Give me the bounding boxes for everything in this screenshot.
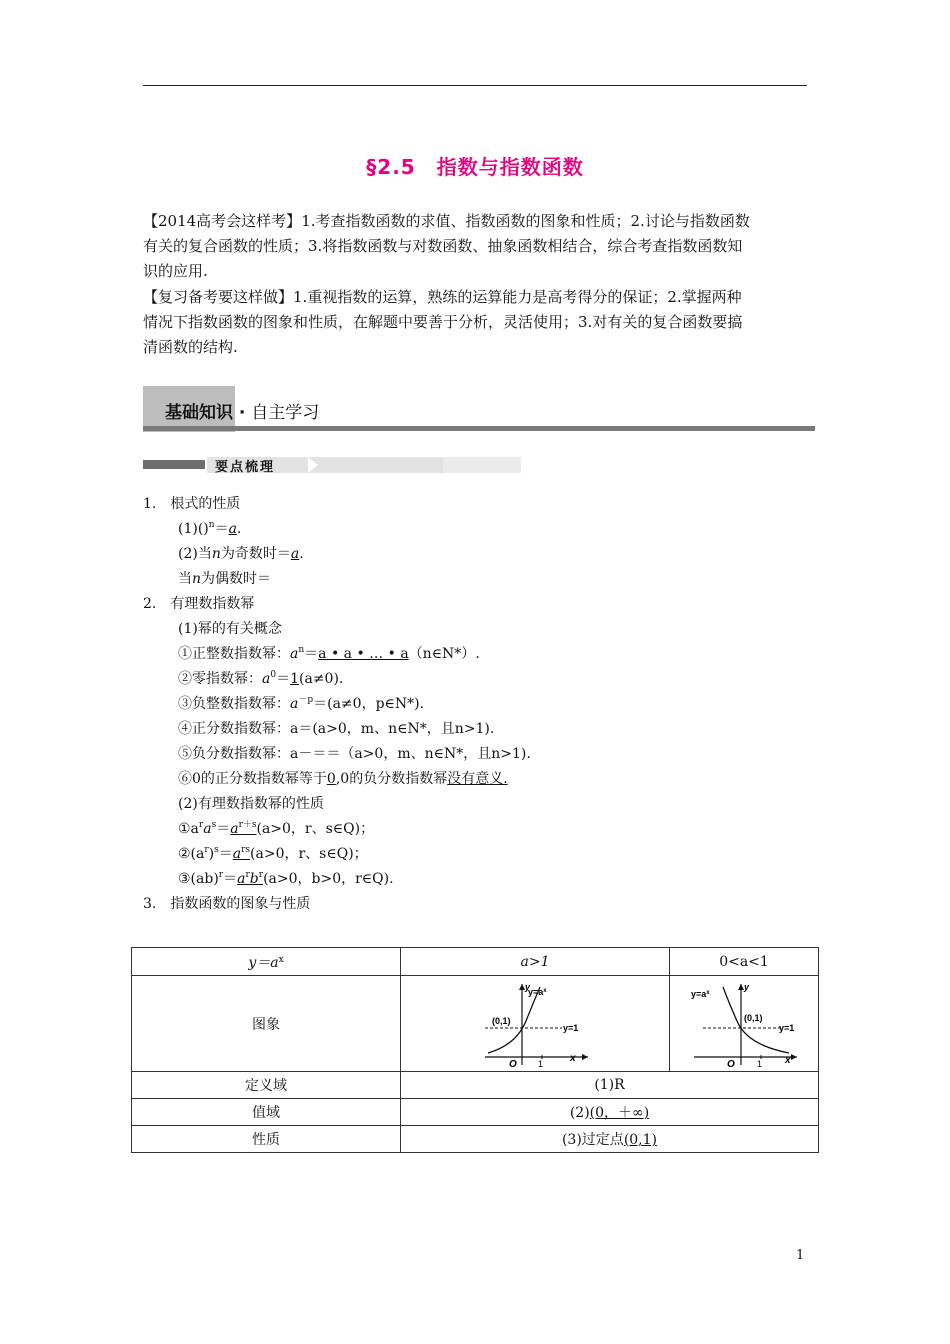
x-axis-label: x [570, 1052, 576, 1064]
origin-label: O [727, 1058, 735, 1067]
exam-focus-tag: 【2014高考会这样考】 [143, 212, 302, 230]
table-row [132, 948, 819, 976]
x-axis-label: x [785, 1054, 791, 1066]
table-header-cell: a>1 [401, 948, 670, 976]
table-cell: 值域 [132, 1099, 401, 1126]
item-2a: (1)幂的有关概念 [178, 621, 282, 637]
item-3-heading: 3. 指数函数的图象与性质 [143, 896, 311, 912]
subsection-header [143, 457, 521, 473]
intro-review-advice [143, 285, 811, 360]
header-rule [143, 85, 807, 86]
exam-focus-line: 1.考查指数函数的求值、指数函数的图象和性质；2.讨论与指数函数 [301, 212, 750, 230]
item-1c: 当n为偶数时＝ [178, 571, 272, 587]
point-label: (0,1) [744, 1012, 763, 1023]
item-2a-5: ⑤负分数指数幂：a－＝＝（a>0，m、n∈N*，且n>1). [178, 746, 531, 762]
item-2a-3: ③负整数指数幂：$a^{-p}=(a\ne 0$，p∈N*). [178, 695, 425, 712]
item-2b: (2)有理数指数幂的性质 [178, 796, 324, 812]
item-1b: (2)当n为奇数时＝a. [178, 546, 304, 562]
item-2a-6: ⑥0的正分数指数幂等于0,0的负分数指数幂没有意义. [178, 771, 508, 787]
exam-focus-line: 识的应用. [143, 262, 208, 280]
graph-decreasing-exp [689, 981, 799, 1067]
item-2-heading: 2. 有理数指数幂 [143, 596, 255, 612]
section-header-rule [143, 426, 815, 431]
graph-cell-a-lt-1 [670, 976, 819, 1072]
graph-cell-a-gt-1 [401, 976, 670, 1072]
asymptote-label: y=1 [563, 1022, 579, 1033]
item-2a-4: ④正分数指数幂：a＝(a>0，m、n∈N*，且n>1). [178, 721, 495, 737]
x-axis-arrow [582, 1054, 588, 1060]
table-header-cell: 0<a<1 [670, 948, 819, 976]
table-cell: (2)(0，＋∞) [401, 1099, 819, 1126]
review-advice-line: 1.重视指数的运算，熟练的运算能力是高考得分的保证；2.掌握两种 [293, 288, 742, 306]
origin-label: O [509, 1058, 517, 1067]
table-row [132, 976, 819, 1072]
point-label: (0,1) [492, 1015, 511, 1026]
curve-label: $y=a^x$ [691, 988, 710, 999]
subsection-label: 要点梳理 [215, 460, 276, 475]
curve-label: $y=a^x$ [528, 986, 547, 997]
y-axis-label: y [525, 981, 531, 992]
item-1a: (1)()$^n$＝a. [178, 520, 242, 537]
item-2a-1: ①正整数指数幂：$a^n=a$ • a • … • a（n∈N*）. [178, 645, 480, 662]
table-row [132, 1126, 819, 1153]
section-header [143, 386, 815, 432]
section-header-label: 基础知识 · 自主学习 [165, 403, 320, 423]
item-2b-3: $③(ab)^r=a^rb^r(a>0$，b>0，r∈Q). [178, 870, 394, 887]
graph-increasing-exp [480, 981, 590, 1067]
review-advice-line: 清函数的结构. [143, 338, 238, 356]
table-cell: 图象 [132, 976, 401, 1072]
item-2b-2: $②(a^r)^s=a^{rs}(a>0$，r、s∈Q)； [178, 845, 368, 862]
one-label: 1 [538, 1058, 544, 1067]
page-number: 1 [796, 1248, 805, 1263]
intro-exam-focus [143, 209, 811, 284]
table-row [132, 1072, 819, 1099]
table-row [132, 1099, 819, 1126]
subsection-bar [143, 460, 205, 469]
table-header-cell: $y=a^x$ [132, 948, 401, 976]
exp-function-table [131, 947, 819, 1153]
item-2b-1: $①a^ra^s=a^{r+s}(a>0$，r、s∈Q)； [178, 820, 375, 837]
y-axis-label: y [744, 981, 750, 992]
subsection-box-tail [443, 457, 521, 473]
exam-focus-line: 有关的复合函数的性质；3.将指数函数与对数函数、抽象函数相结合，综合考查指数函数知 [143, 237, 743, 255]
asymptote-label: y=1 [779, 1022, 795, 1033]
item-2a-2: ②零指数幂：$a^0=1(a\ne 0)$. [178, 670, 344, 687]
item-1-heading: 1. 根式的性质 [143, 496, 241, 512]
one-label: 1 [757, 1058, 763, 1067]
subsection-arrow [308, 457, 318, 473]
review-advice-tag: 【复习备考要这样做】 [143, 288, 294, 306]
table-cell: 定义域 [132, 1072, 401, 1099]
review-advice-line: 情况下指数函数的图象和性质，在解题中要善于分析，灵活使用；3.对有关的复合函数要搞 [143, 313, 743, 331]
table-cell: (3)过定点(0,1) [401, 1126, 819, 1153]
x-axis-arrow [791, 1054, 797, 1060]
table-cell: 性质 [132, 1126, 401, 1153]
page-title: §2.5 指数与指数函数 [366, 155, 584, 179]
table-cell: (1)R [401, 1072, 819, 1099]
